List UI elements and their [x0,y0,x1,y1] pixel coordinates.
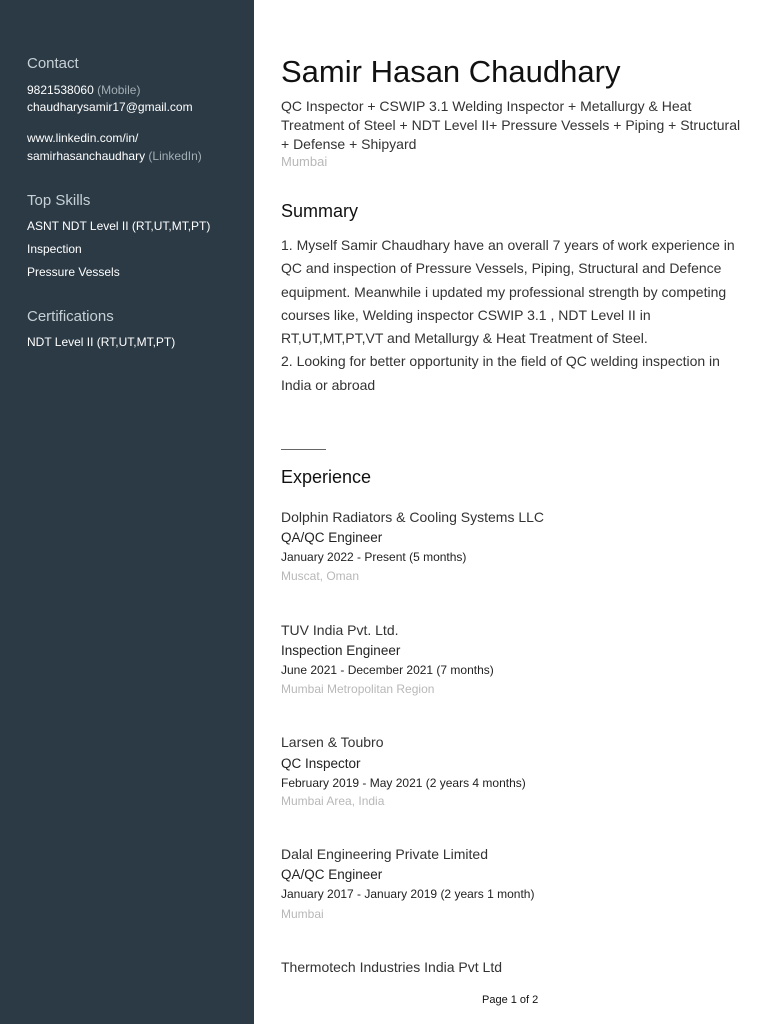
experience-title: Inspection Engineer [281,643,401,658]
experience-company: TUV India Pvt. Ltd. [281,622,399,638]
experience-location: Muscat, Oman [281,569,360,583]
sidebar [0,0,254,1024]
experience-dates: January 2022 - Present (5 months) [281,550,467,564]
profile-name: Samir Hasan Chaudhary [281,54,621,89]
phone-label: (Mobile) [97,83,141,97]
experience-title: QA/QC Engineer [281,530,383,545]
experience-location: Mumbai Area, India [281,794,385,808]
section-divider [281,449,326,450]
experience-company: Dolphin Radiators & Cooling Systems LLC [281,509,545,525]
linkedin-label: (LinkedIn) [148,149,202,163]
skill-item: ASNT NDT Level II (RT,UT,MT,PT) [27,219,211,233]
experience-location: Mumbai Metropolitan Region [281,682,435,696]
experience-company: Dalal Engineering Private Limited [281,846,488,862]
certifications-heading: Certifications [27,308,114,325]
experience-title: QC Inspector [281,756,361,771]
profile-location: Mumbai [281,154,328,169]
experience-title: QA/QC Engineer [281,867,383,882]
linkedin-link-line1[interactable]: www.linkedin.com/in/ [27,131,139,145]
linkedin-line2 [27,149,202,163]
experience-dates: February 2019 - May 2021 (2 years 4 months) [281,776,526,790]
summary-text [281,234,741,397]
skill-item: Inspection [27,242,82,256]
experience-company: Thermotech Industries India Pvt Ltd [281,959,502,975]
phone-line [27,83,140,97]
page-number: Page 1 of 2 [482,994,539,1006]
email-link[interactable]: chaudharysamir17@gmail.com [27,100,193,114]
phone-number: 9821538060 [27,83,94,97]
profile-headline: QC Inspector + CSWIP 3.1 Welding Inspector + Metallurgy & Heat Treatment of Steel + NDT Level II+ Pressure Vessels + Piping + Structural + Defense + Shipyard [281,98,741,152]
summary-heading: Summary [281,201,359,221]
summary-paragraph-2: 2. Looking for better opportunity in the field of QC welding inspection in India or abroad [281,353,720,393]
linkedin-link-line2[interactable]: samirhasanchaudhary [27,149,146,163]
summary-paragraph-1: 1. Myself Samir Chaudhary have an overall 7 years of work experience in QC and inspection of Pressure Vessels, Piping, Structural and Defence equipment. Meanwhile i updated my professional strength by competing courses like, Welding inspector CSWIP 3.1 , NDT Level II in RT,UT,MT,PT,VT and Metallurgy & Heat Treatment of Steel. [281,237,735,347]
experience-dates: June 2021 - December 2021 (7 months) [281,663,494,677]
top-skills-heading: Top Skills [27,192,91,209]
contact-heading: Contact [27,55,79,72]
certification-item: NDT Level II (RT,UT,MT,PT) [27,335,176,349]
experience-company: Larsen & Toubro [281,734,384,750]
experience-location: Mumbai [281,907,324,921]
experience-dates: January 2017 - January 2019 (2 years 1 month) [281,887,535,901]
experience-heading: Experience [281,467,372,487]
skill-item: Pressure Vessels [27,265,120,279]
